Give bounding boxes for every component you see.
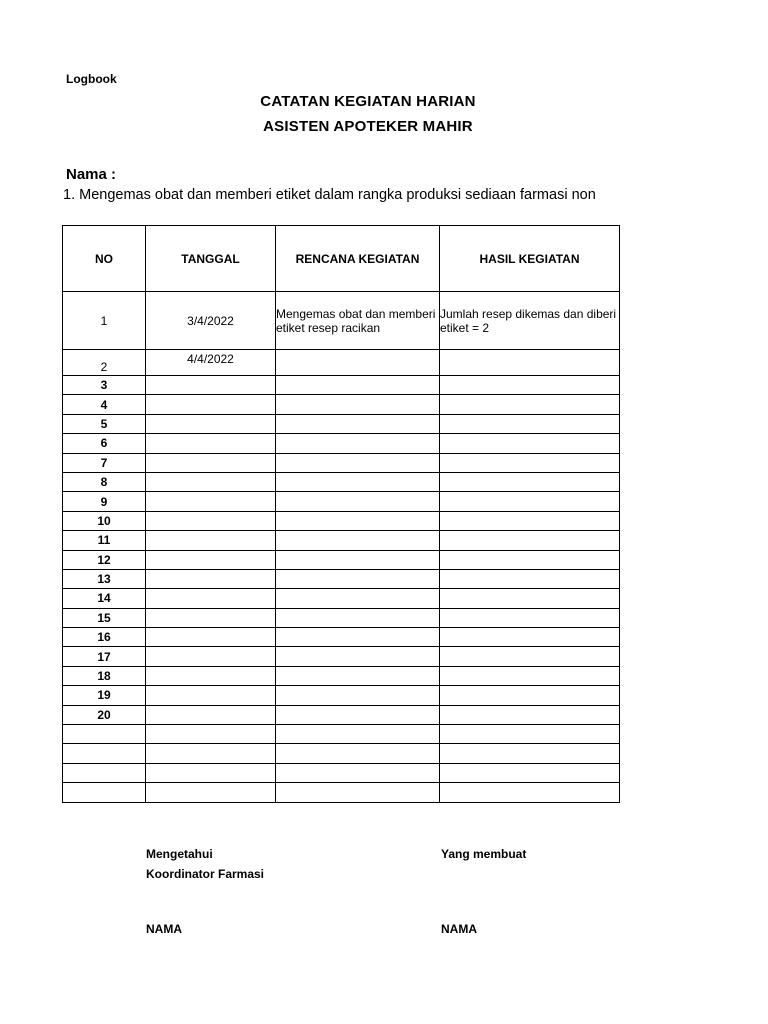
cell-no: 18 <box>63 666 146 685</box>
cell-no: 11 <box>63 531 146 550</box>
koordinator-label: Koordinator Farmasi <box>146 867 265 881</box>
cell-rencana <box>276 376 440 395</box>
cell-rencana <box>276 531 440 550</box>
table-row <box>63 511 620 530</box>
cell-rencana <box>276 589 440 608</box>
cell-hasil <box>440 453 620 472</box>
table-row <box>63 744 620 763</box>
cell-tanggal <box>146 492 276 511</box>
cell-no: 14 <box>63 589 146 608</box>
cell-tanggal <box>146 434 276 453</box>
cell-rencana <box>276 550 440 569</box>
cell-no: 4 <box>63 395 146 414</box>
cell-hasil <box>440 763 620 782</box>
cell-tanggal <box>146 725 276 744</box>
cell-tanggal <box>146 550 276 569</box>
header-rencana: RENCANA KEGIATAN <box>276 226 440 292</box>
cell-no: 20 <box>63 705 146 724</box>
cell-no: 16 <box>63 628 146 647</box>
cell-rencana <box>276 686 440 705</box>
table-row <box>63 414 620 433</box>
table-row <box>63 763 620 782</box>
signature-left-name: NAMA <box>146 922 182 936</box>
cell-rencana <box>276 744 440 763</box>
cell-no: 13 <box>63 569 146 588</box>
cell-hasil <box>440 395 620 414</box>
table-row <box>63 608 620 627</box>
cell-hasil <box>440 647 620 666</box>
cell-tanggal <box>146 628 276 647</box>
table-row <box>63 434 620 453</box>
cell-tanggal <box>146 414 276 433</box>
cell-rencana <box>276 647 440 666</box>
cell-tanggal: 4/4/2022 <box>146 350 276 376</box>
signature-right <box>441 844 526 864</box>
cell-rencana <box>276 666 440 685</box>
activity-table <box>62 225 620 803</box>
header-tanggal: TANGGAL <box>146 226 276 292</box>
cell-hasil <box>440 744 620 763</box>
table-row <box>63 647 620 666</box>
table-row <box>63 569 620 588</box>
cell-tanggal <box>146 472 276 491</box>
cell-tanggal <box>146 376 276 395</box>
table-row <box>63 628 620 647</box>
cell-rencana <box>276 725 440 744</box>
table-row <box>63 376 620 395</box>
cell-tanggal <box>146 608 276 627</box>
cell-hasil <box>440 492 620 511</box>
cell-no: 19 <box>63 686 146 705</box>
table-row <box>63 350 620 376</box>
cell-tanggal <box>146 666 276 685</box>
cell-no: 6 <box>63 434 146 453</box>
cell-rencana <box>276 608 440 627</box>
table-row <box>63 492 620 511</box>
cell-rencana <box>276 395 440 414</box>
cell-rencana <box>276 434 440 453</box>
cell-hasil <box>440 472 620 491</box>
cell-hasil <box>440 350 620 376</box>
cell-hasil <box>440 550 620 569</box>
cell-rencana <box>276 492 440 511</box>
cell-hasil <box>440 511 620 530</box>
cell-hasil <box>440 725 620 744</box>
cell-hasil <box>440 608 620 627</box>
cell-rencana <box>276 472 440 491</box>
cell-rencana <box>276 414 440 433</box>
cell-no: 2 <box>63 350 146 376</box>
cell-no: 3 <box>63 376 146 395</box>
cell-tanggal <box>146 395 276 414</box>
table-header-row <box>63 226 620 292</box>
mengetahui-label: Mengetahui <box>146 847 213 861</box>
cell-tanggal <box>146 783 276 802</box>
logbook-label: Logbook <box>66 72 117 86</box>
cell-tanggal <box>146 647 276 666</box>
cell-no: 10 <box>63 511 146 530</box>
table-row <box>63 395 620 414</box>
cell-no: 1 <box>63 292 146 350</box>
cell-no <box>63 763 146 782</box>
cell-rencana <box>276 511 440 530</box>
cell-rencana <box>276 453 440 472</box>
cell-hasil: Jumlah resep dikemas dan diberi etiket = 2 <box>440 292 620 350</box>
signature-left <box>146 844 264 884</box>
cell-hasil <box>440 666 620 685</box>
signature-right-name: NAMA <box>441 922 477 936</box>
cell-rencana <box>276 783 440 802</box>
table-body <box>63 292 620 803</box>
cell-hasil <box>440 628 620 647</box>
cell-hasil <box>440 686 620 705</box>
cell-no: 9 <box>63 492 146 511</box>
cell-tanggal <box>146 511 276 530</box>
cell-tanggal <box>146 705 276 724</box>
cell-no: 17 <box>63 647 146 666</box>
cell-tanggal <box>146 763 276 782</box>
cell-tanggal <box>146 531 276 550</box>
cell-hasil <box>440 531 620 550</box>
cell-hasil <box>440 569 620 588</box>
cell-tanggal <box>146 569 276 588</box>
cell-tanggal <box>146 744 276 763</box>
cell-no: 12 <box>63 550 146 569</box>
cell-tanggal <box>146 686 276 705</box>
page-subtitle: ASISTEN APOTEKER MAHIR <box>263 118 473 135</box>
yang-membuat-label: Yang membuat <box>441 847 527 861</box>
cell-tanggal <box>146 589 276 608</box>
cell-no: 8 <box>63 472 146 491</box>
cell-no <box>63 744 146 763</box>
table-row <box>63 531 620 550</box>
cell-hasil <box>440 434 620 453</box>
cell-no <box>63 725 146 744</box>
header-hasil: HASIL KEGIATAN <box>440 226 620 292</box>
task-description: 1. Mengemas obat dan memberi etiket dalam rangka produksi sediaan farmasi non <box>63 187 596 203</box>
cell-tanggal <box>146 453 276 472</box>
cell-hasil <box>440 589 620 608</box>
cell-no: 5 <box>63 414 146 433</box>
table-row <box>63 725 620 744</box>
cell-rencana <box>276 763 440 782</box>
cell-no <box>63 783 146 802</box>
cell-hasil <box>440 376 620 395</box>
table-row <box>63 453 620 472</box>
cell-rencana <box>276 350 440 376</box>
table-row <box>63 686 620 705</box>
table-row <box>63 783 620 802</box>
cell-hasil <box>440 705 620 724</box>
cell-hasil <box>440 783 620 802</box>
cell-rencana <box>276 628 440 647</box>
table-row <box>63 472 620 491</box>
cell-no: 7 <box>63 453 146 472</box>
table-row <box>63 292 620 350</box>
cell-rencana: Mengemas obat dan memberi etiket resep racikan <box>276 292 440 350</box>
table-row <box>63 705 620 724</box>
nama-label: Nama : <box>66 166 117 183</box>
header-no: NO <box>63 226 146 292</box>
table-row <box>63 589 620 608</box>
cell-no: 15 <box>63 608 146 627</box>
table-row <box>63 550 620 569</box>
table-row <box>63 666 620 685</box>
cell-rencana <box>276 569 440 588</box>
cell-rencana <box>276 705 440 724</box>
page-title: CATATAN KEGIATAN HARIAN <box>260 93 476 110</box>
cell-hasil <box>440 414 620 433</box>
cell-tanggal: 3/4/2022 <box>146 292 276 350</box>
